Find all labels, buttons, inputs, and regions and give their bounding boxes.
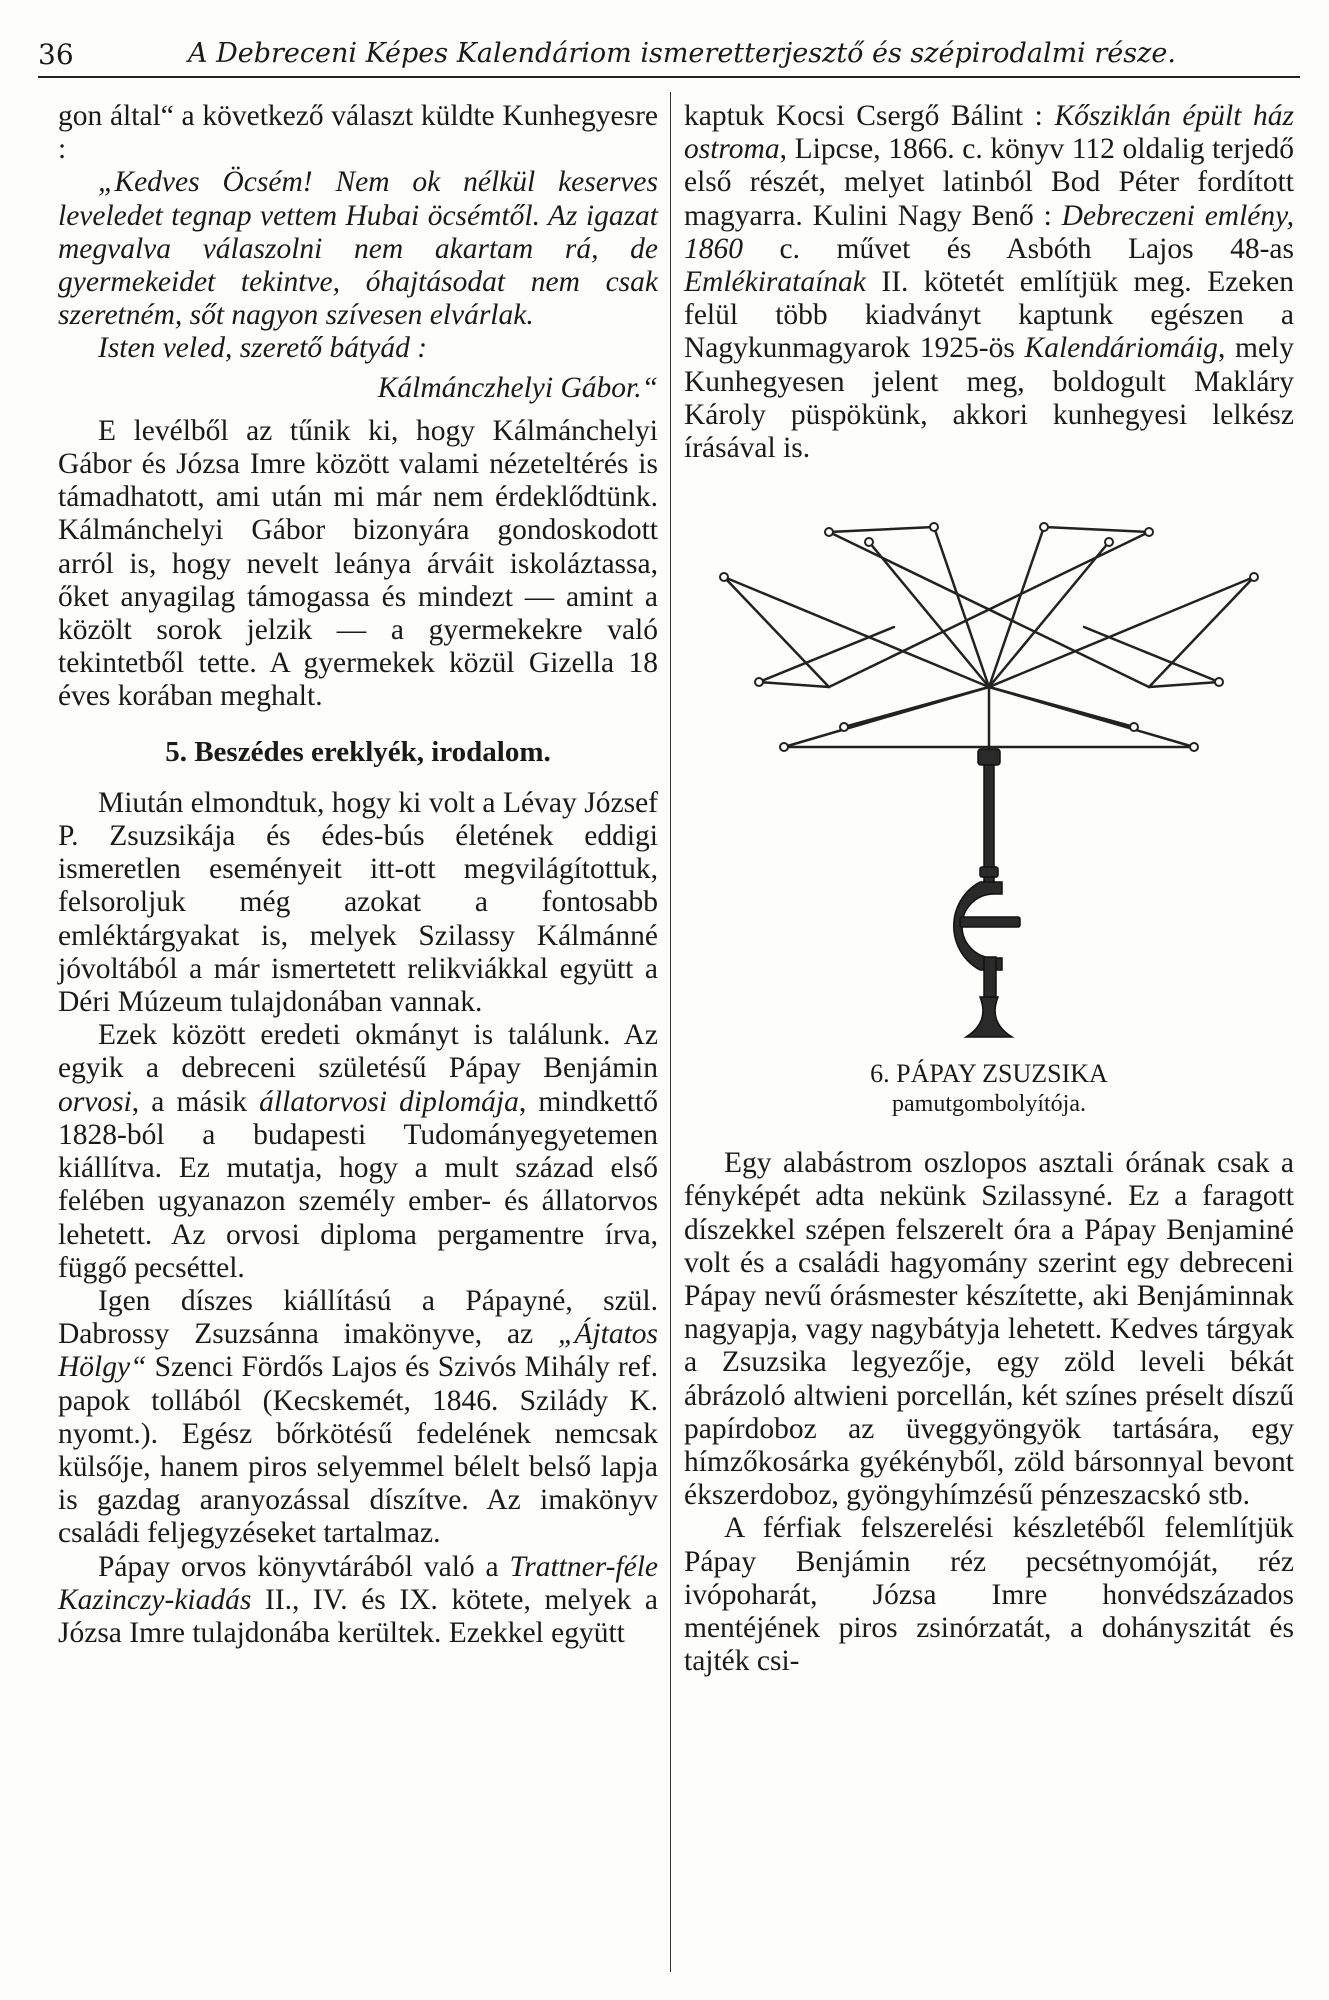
caption-title: 6. PÁPAY ZSUZSIKA [870,1059,1108,1089]
paragraph: Pápay orvos könyvtárából való a Trattner-féle Kazinczy-kiadás II., IV. és IX. kötete, melyek a Józsa Imre tulajdonába kerültek. Ezekkel együtt [58,1550,658,1649]
letter-closing: Isten veled, szerető bátyád : [98,332,428,365]
paragraph: gon által“ a következő választ küldte Kunhegyesre : [58,100,658,166]
letter-signature: Kálmánczhelyi Gábor.“ [377,371,658,404]
yarn-swift-illustration [684,487,1294,1047]
section-heading: 5. Beszédes ereklyék, irodalom. [165,735,551,768]
caption-subtitle: pamutgombolyítója. [892,1091,1086,1118]
figure-caption [684,1059,1294,1119]
paragraph: Igen díszes kiállítású a Pápayné, szül. Dabrossy Zsuzsánna imakönyve, az „Ájtatos Hölgy“ Szenci Fördős Lajos és Szivós Mihály ref. papok tollából (Kecskemét, 1846. Szilády K. nyomt.). Egész bőrkötésű fedelének nemcsak külsője, hanem piros selyemmel bélelt belső lapja is gazdag aranyozással díszítve. Az imakönyv családi feljegyzéseket tartalmaz. [58,1284,658,1550]
page-header [38,36,1300,78]
letter-text: „Kedves Öcsém! Nem ok nélkül keserves leveledet tegnap vettem Hubai öcsémtől. Az igazat megvalva válaszolni nem akartam rá, de gyermekeidet tekintve, óhajtásodat nem csak szeretném, sőt nagyon szívesen elvárlak. [58,166,658,332]
paragraph: A férfiak felszerelési készletéből felemlítjük Pápay Benjámin réz pecsétnyomóját, réz ivópoharát, Józsa Imre honvédszázados mentéjének piros zsinórzatát, a dohányszitát és tajték csi- [684,1512,1294,1678]
paragraph: kaptuk Kocsi Csergő Bálint : Kősziklán épült ház ostroma, Lipcse, 1866. c. könyv 112 oldalig terjedő első részét, melyet latinból Bod Péter fordított magyarra. Kulini Nagy Benő : Debreczeni emlény, 1860 c. művet és Asbóth Lajos 48-as Emlékirataínak II. kötetét említjük meg. Ezeken felül több kiadványt kaptunk egészen a Nagykunmagyarok 1925-ös Kalendáriomáig, mely Kunhegyesen jelent meg, boldogult Makláry Károly püspökünk, akkori kunhegyesi lelkész írásával is. [684,100,1294,465]
page-number: 36 [38,38,74,71]
paragraph: Miután elmondtuk, hogy ki volt a Lévay József P. Zsuzsikája és édes-bús életének eddigi ismeretlen eseményeit itt-ott megvilágítottuk, felsoroljuk még azokat a fontosabb emléktárgyakat is, melyek Szilassy Kálmánné jóvoltából a már ismertetett relikviákkal együtt a Déri Múzeum tulajdonában vannak. [58,786,658,1019]
paragraph: Egy alabástrom oszlopos asztali órának csak a fényképét adta nekünk Szilassyné. Ez a faragott díszekkel szépen felszerelt óra a Pápay Benjaminé volt és a családi hagyomány szerint egy debreceni Pápay nevű órásmester készítette, aki Benjáminnak nagyapja, vagy nagybátyja lehetett. Kedves tárgyak a Zsuzsika legyezője, egy zöld leveli békát ábrázoló altwieni porcellán, két színes préselt díszű papírdoboz az üveggyöngyök tartására, egy hímzőkosárka gyékényből, zöld bársonnyal bevont ékszerdoboz, gyöngyhímzésű pénzeszacskó stb. [684,1147,1294,1512]
right-column [684,100,1294,1678]
paragraph: Ezek között eredeti okmányt is találunk. Az egyik a debreceni születésű Pápay Benjámin orvosi, a másik állatorvosi diplomája, mindkettő 1828-ból a budapesti Tudományegyetemen kiállítva. Ez mutatja, hogy a mult század első felében ugyanazon személy ember- és állatorvos lehetett. Az orvosi diploma pergamentre írva, függő pecséttel. [58,1019,658,1284]
running-title: A Debreceni Képes Kalendáriom ismeretterjesztő és szépirodalmi része. [188,38,1176,69]
left-column [58,100,658,1650]
column-divider [670,92,671,1972]
paragraph: E levélből az tűnik ki, hogy Kálmánchelyi Gábor és Józsa Imre között valami nézeteltérés is támadhatott, ami után mi már nem érdeklődtünk. Kálmánchelyi Gábor bizonyára gondoskodott arról is, hogy nevelt leánya árváit iskoláztassa, őket anyagilag támogassa és mindezt — amint a közölt sorok jelzik — a gyermekekre való tekintetből tette. A gyermekek közül Gizella 18 éves korában meghalt. [58,414,658,713]
yarn-swift-drawing [684,487,1294,1047]
